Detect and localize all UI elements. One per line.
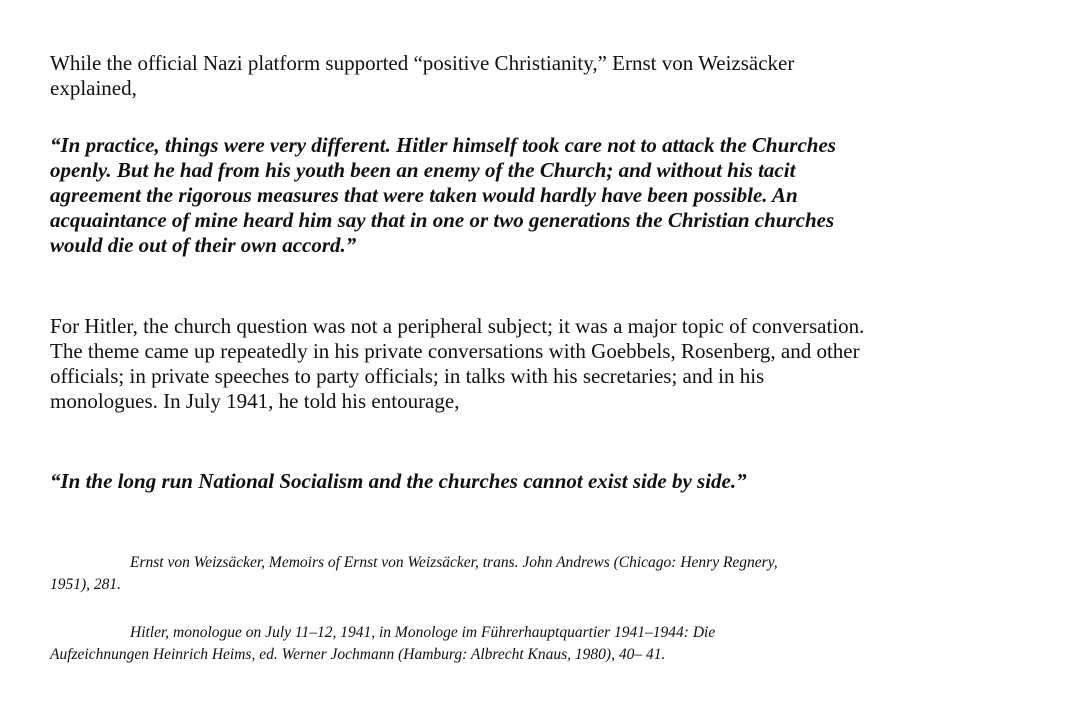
body-line: The theme came up repeatedly in his private conversations with Goebbels, Rosenberg, and other <box>50 339 860 363</box>
hitler-quote <box>50 469 747 494</box>
quote-line: acquaintance of mine heard him say that in one or two generations the Christian churches <box>50 208 835 232</box>
quote-line: “In the long run National Socialism and the churches cannot exist side by side.” <box>50 469 747 493</box>
intro-paragraph <box>50 51 794 101</box>
body-line: monologues. In July 1941, he told his entourage, <box>50 389 460 413</box>
body-line: officials; in private speeches to party officials; in talks with his secretaries; and in his <box>50 364 765 388</box>
body-paragraph <box>50 314 864 414</box>
footnote-line: 1951), 281. <box>50 576 122 593</box>
body-line: For Hitler, the church question was not a peripheral subject; it was a major topic of conversation. <box>50 314 865 338</box>
footnote-line: Hitler, monologue on July 11–12, 1941, in Monologe im Führerhauptquartier 1941–1944: Die <box>130 624 716 641</box>
intro-line: explained, <box>50 76 137 100</box>
quote-line: openly. But he had from his youth been an enemy of the Church; and without his tacit <box>50 158 796 182</box>
quote-line: “In practice, things were very different. Hitler himself took care not to attack the Churches <box>50 133 836 157</box>
weizsacker-quote <box>50 133 836 258</box>
footnote-1 <box>50 552 778 596</box>
footnote-line: Ernst von Weizsäcker, Memoirs of Ernst von Weizsäcker, trans. John Andrews (Chicago: Henry Regnery, <box>130 554 778 571</box>
footnote-2 <box>50 622 715 666</box>
quote-line: would die out of their own accord.” <box>50 233 357 257</box>
intro-line: While the official Nazi platform supported “positive Christianity,” Ernst von Weizsäcker <box>50 51 795 75</box>
quote-line: agreement the rigorous measures that were taken would hardly have been possible. An <box>50 183 798 207</box>
footnote-line: Aufzeichnungen Heinrich Heims, ed. Werner Jochmann (Hamburg: Albrecht Knaus, 1980), 40– 41. <box>50 646 666 663</box>
